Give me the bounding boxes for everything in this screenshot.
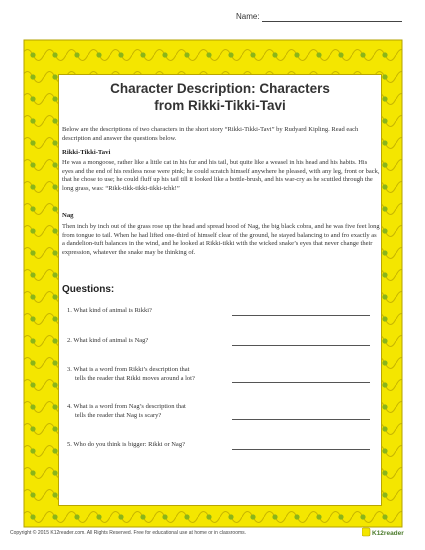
name-label: Name: [236,12,260,21]
question-3 [67,366,227,384]
question-5-text: 5. Who do you think is bigger: Rikki or Nag? [67,441,185,448]
intro-text: Below are the descriptions of two characters in the short story “Rikki-Tikki-Tavi” by Rudyard Kipling. Read each description and answer the questions below. [62,126,359,142]
answer-line-3[interactable] [232,382,370,383]
section-text-nag: Then inch by inch out of the grass rose up the head and spread hood of Nag, the big black cobra, and he was five feet long from tongue to tail. When he had lifted one-third of himself clear of the ground, he stayed balancing to and fro exactly as a dandelion-tuft balances in the wind, and he looked at Rikki-tikki with the wicked snake’s eyes that never change their expression, whatever the snake may be thinking of. [62,223,380,256]
question-1 [67,307,227,316]
question-5 [67,441,227,450]
worksheet-title [58,80,382,114]
answer-line-2[interactable] [232,345,370,346]
question-2-text: 2. What kind of animal is Nag? [67,337,149,344]
copyright-footer: Copyright © 2015 K12reader.com. All Rights Reserved. Free for educational use at home or in classrooms. [10,530,247,536]
questions-title: Questions: [62,284,115,295]
k12reader-logo [362,527,404,537]
question-1-text: 1. What kind of animal is Rikki? [67,307,152,314]
title-line-2: from Rikki-Tikki-Tavi [154,98,286,113]
answer-line-4[interactable] [232,419,370,420]
question-4-text-1: 4. What is a word from Nag’s description that [67,403,186,410]
svg-text:K12reader: K12reader [372,530,404,537]
answer-line-5[interactable] [232,449,370,450]
section-text-rikki: He was a mongoose, rather like a little cat in his fur and his tail, but quite like a weasel in his head and his habits. His eyes and the end of his restless nose were pink; he could scratch himself anywhere he pleased, with any leg, front or back, that he chose to use; he could fluff up his tail till it looked like a bottle-brush, and his war-cry as he scuttled through the long grass, was: “Rikk-tikk-tikki-tikki-tchk!” [62,159,380,192]
section-heading-rikki: Rikki-Tikki-Tavi [62,149,111,156]
answer-line-1[interactable] [232,315,370,316]
title-line-1: Character Description: Characters [110,81,330,96]
section-heading-nag: Nag [62,212,74,219]
question-2 [67,337,227,346]
question-4-text-2: tells the reader that Nag is scary? [75,411,162,419]
question-3-text-2: tells the reader that Rikki moves around a lot? [75,374,195,382]
question-4 [67,403,227,421]
question-3-text-1: 3. What is a word from Rikki’s description that [67,366,190,373]
